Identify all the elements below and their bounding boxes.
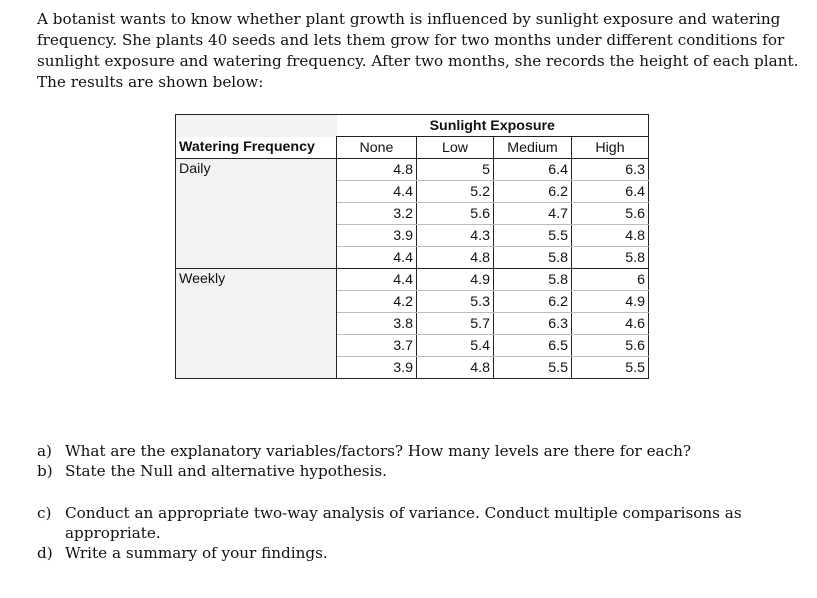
table-cell: 3.2 bbox=[337, 203, 417, 225]
table-cell: 3.7 bbox=[337, 335, 417, 357]
question-label: c) bbox=[37, 504, 52, 522]
group-label-cell bbox=[176, 357, 337, 379]
question-text: Write a summary of your findings. bbox=[65, 544, 328, 562]
table-cell: 5.5 bbox=[494, 357, 572, 379]
table-cell: 5.6 bbox=[572, 335, 649, 357]
col-header-none: None bbox=[337, 137, 417, 159]
table-title-row bbox=[176, 115, 649, 137]
table-cell: 5 bbox=[417, 159, 494, 181]
table-cell: 6.4 bbox=[572, 181, 649, 203]
table-cell: 5.8 bbox=[494, 269, 572, 291]
table-cell: 4.7 bbox=[494, 203, 572, 225]
questions-list bbox=[37, 441, 797, 563]
table-cell: 6 bbox=[572, 269, 649, 291]
question-spacer bbox=[37, 481, 797, 503]
table-cell: 6.3 bbox=[572, 159, 649, 181]
table-cell: 4.3 bbox=[417, 225, 494, 247]
question-d bbox=[37, 543, 797, 563]
table-cell: 3.8 bbox=[337, 313, 417, 335]
col-header-low: Low bbox=[417, 137, 494, 159]
table-cell: 4.8 bbox=[572, 225, 649, 247]
table-cell: 4.4 bbox=[337, 269, 417, 291]
table-row bbox=[176, 181, 649, 203]
question-label: d) bbox=[37, 544, 53, 562]
group-label-cell bbox=[176, 313, 337, 335]
table-row bbox=[176, 335, 649, 357]
group-label-weekly: Weekly bbox=[176, 269, 337, 291]
table-row bbox=[176, 159, 649, 181]
table-cell: 4.4 bbox=[337, 247, 417, 269]
table-row bbox=[176, 225, 649, 247]
sunlight-exposure-title: Sunlight Exposure bbox=[337, 115, 649, 137]
table-cell: 6.2 bbox=[494, 291, 572, 313]
table-cell: 4.4 bbox=[337, 181, 417, 203]
table-cell: 6.2 bbox=[494, 181, 572, 203]
table-cell: 5.4 bbox=[417, 335, 494, 357]
plant-height-table bbox=[175, 114, 649, 379]
group-label-cell bbox=[176, 181, 337, 203]
table-cell: 4.6 bbox=[572, 313, 649, 335]
question-c bbox=[37, 503, 797, 543]
data-table-container bbox=[175, 114, 649, 379]
table-cell: 6.3 bbox=[494, 313, 572, 335]
col-header-high: High bbox=[572, 137, 649, 159]
table-cell: 5.8 bbox=[494, 247, 572, 269]
question-text: What are the explanatory variables/factors? How many levels are there for each? bbox=[65, 442, 692, 460]
table-row bbox=[176, 357, 649, 379]
group-label-cell bbox=[176, 203, 337, 225]
table-cell: 4.8 bbox=[337, 159, 417, 181]
table-cell: 5.7 bbox=[417, 313, 494, 335]
table-cell: 3.9 bbox=[337, 225, 417, 247]
table-row bbox=[176, 313, 649, 335]
table-row bbox=[176, 269, 649, 291]
table-cell: 4.9 bbox=[572, 291, 649, 313]
group-label-cell bbox=[176, 335, 337, 357]
table-cell: 4.9 bbox=[417, 269, 494, 291]
question-text: Conduct an appropriate two-way analysis of variance. Conduct multiple comparisons as appropriate. bbox=[65, 504, 742, 542]
table-row bbox=[176, 203, 649, 225]
group-label-cell bbox=[176, 225, 337, 247]
group-label-daily: Daily bbox=[176, 159, 337, 181]
group-label-cell bbox=[176, 291, 337, 313]
table-cell: 6.5 bbox=[494, 335, 572, 357]
watering-frequency-header: Watering Frequency bbox=[176, 137, 337, 159]
table-cell: 3.9 bbox=[337, 357, 417, 379]
table-cell: 4.8 bbox=[417, 357, 494, 379]
table-cell: 5.6 bbox=[572, 203, 649, 225]
table-cell: 5.6 bbox=[417, 203, 494, 225]
table-cell: 5.8 bbox=[572, 247, 649, 269]
table-corner-cell bbox=[176, 115, 337, 137]
table-cell: 5.5 bbox=[494, 225, 572, 247]
column-header-row bbox=[176, 137, 649, 159]
col-header-medium: Medium bbox=[494, 137, 572, 159]
table-row bbox=[176, 291, 649, 313]
question-label: b) bbox=[37, 462, 53, 480]
table-cell: 5.3 bbox=[417, 291, 494, 313]
table-row bbox=[176, 247, 649, 269]
table-cell: 4.2 bbox=[337, 291, 417, 313]
problem-statement: A botanist wants to know whether plant growth is influenced by sunlight exposure and watering frequency. She plants 40 seeds and lets them grow for two months under different conditions for sunlight exposure and watering frequency. After two months, she records the height of each plant. The results are shown below: bbox=[37, 10, 799, 91]
table-cell: 5.2 bbox=[417, 181, 494, 203]
question-b bbox=[37, 461, 797, 481]
question-a bbox=[37, 441, 797, 461]
table-cell: 5.5 bbox=[572, 357, 649, 379]
table-cell: 6.4 bbox=[494, 159, 572, 181]
table-cell: 4.8 bbox=[417, 247, 494, 269]
group-label-cell bbox=[176, 247, 337, 269]
question-label: a) bbox=[37, 442, 52, 460]
question-text: State the Null and alternative hypothesis. bbox=[65, 462, 388, 480]
